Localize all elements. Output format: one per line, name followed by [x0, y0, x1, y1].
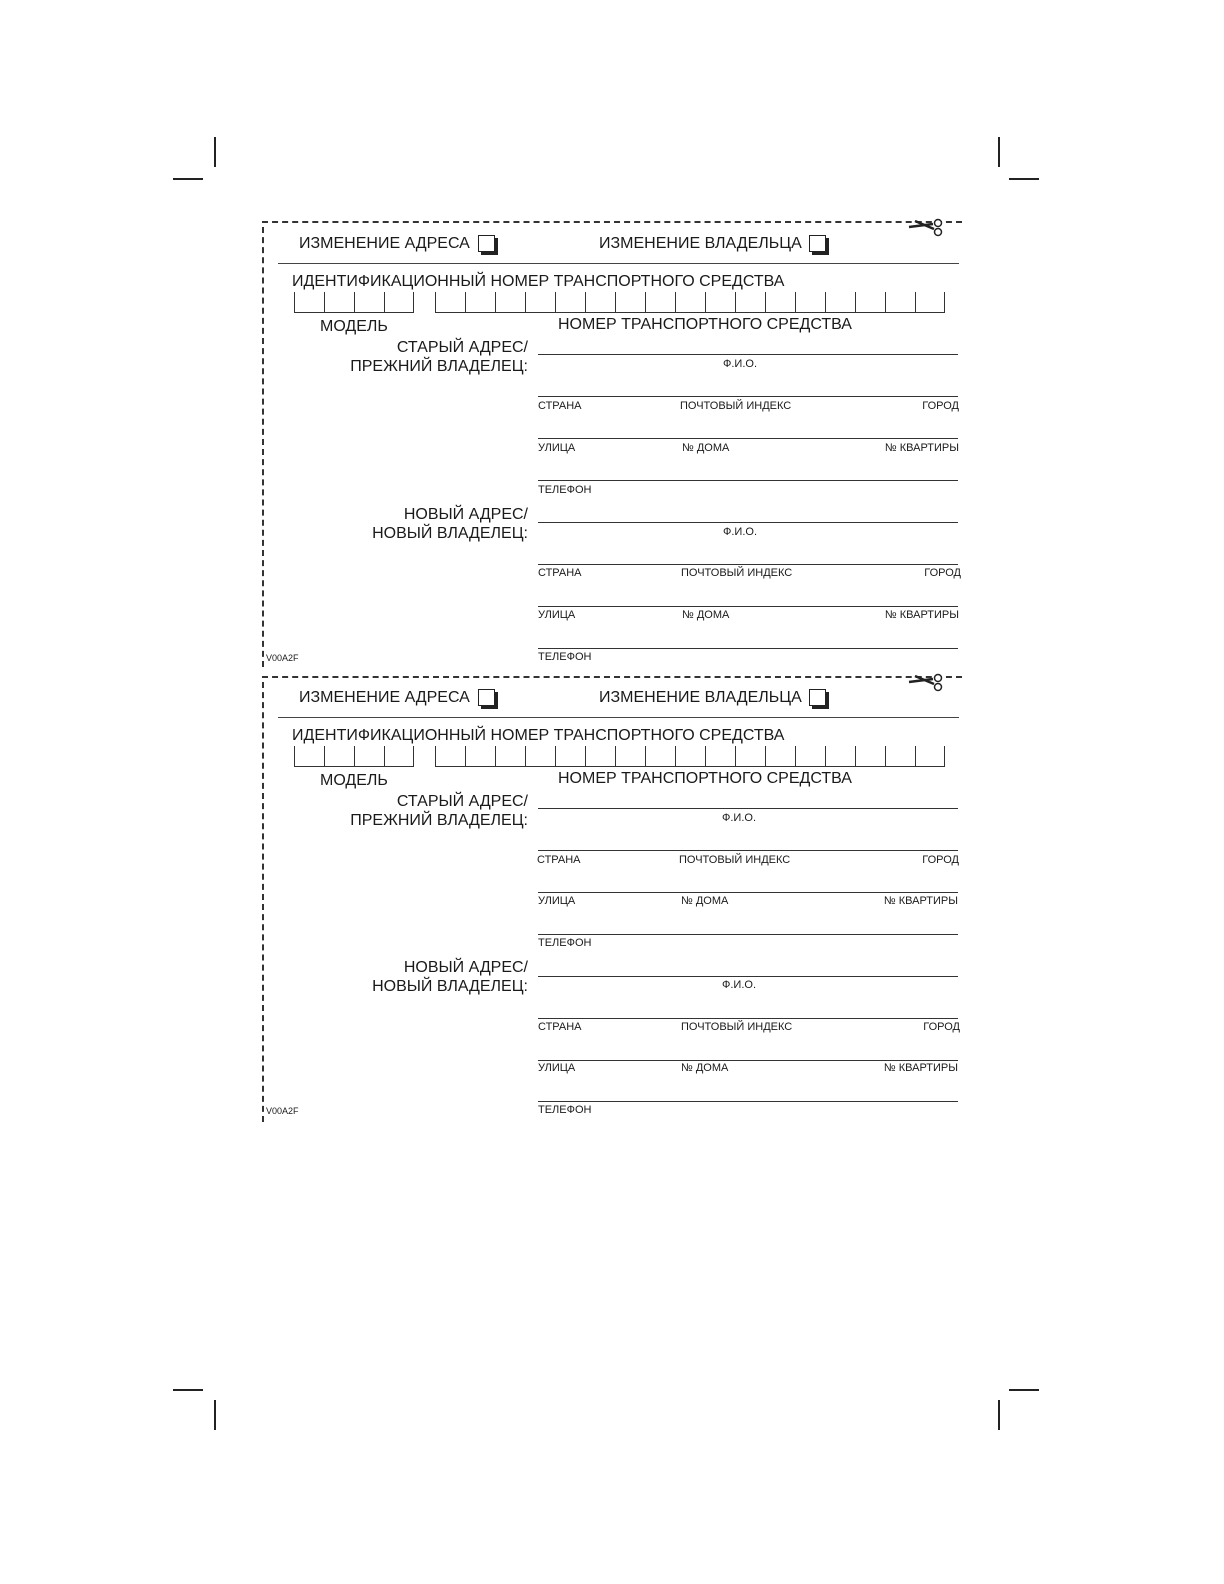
new-country-caption: СТРАНА — [538, 567, 582, 579]
change-owner-checkbox[interactable] — [809, 689, 826, 706]
new-phone-line[interactable] — [538, 1101, 958, 1102]
new-fio-caption: Ф.И.О. — [723, 526, 757, 538]
old-postal-caption: ПОЧТОВЫЙ ИНДЕКС — [679, 854, 791, 866]
old-street-caption: УЛИЦА — [538, 895, 576, 907]
scissors-icon — [907, 217, 947, 243]
model-code-boxes[interactable] — [294, 292, 414, 313]
change-owner-label: ИЗМЕНЕНИЕ ВЛАДЕЛЬЦА — [599, 689, 802, 706]
old-phone-line[interactable] — [538, 480, 958, 481]
new-phone-caption: ТЕЛЕФОН — [538, 651, 592, 663]
crop-mark — [998, 1400, 1000, 1430]
new-owner-heading: НОВЫЙ АДРЕС/ НОВЫЙ ВЛАДЕЛЕЦ: — [372, 506, 528, 542]
new-country-line[interactable] — [538, 564, 958, 565]
new-street-line[interactable] — [538, 606, 958, 607]
crop-mark — [1009, 178, 1039, 180]
old-city-caption: ГОРОД — [922, 400, 959, 412]
new-apartment-caption: № КВАРТИРЫ — [884, 609, 959, 621]
old-country-line[interactable] — [538, 396, 958, 397]
new-phone-caption: ТЕЛЕФОН — [538, 1104, 592, 1116]
old-country-line[interactable] — [538, 850, 958, 851]
old-city-caption: ГОРОД — [922, 854, 959, 866]
new-city-caption: ГОРОД — [924, 567, 961, 579]
old-house-caption: № ДОМА — [681, 895, 729, 907]
new-house-caption: № ДОМА — [681, 1062, 729, 1074]
vin-boxes[interactable] — [435, 746, 945, 767]
coupon-form-1 — [262, 221, 962, 671]
old-phone-caption: ТЕЛЕФОН — [538, 937, 592, 949]
cut-line-top — [262, 676, 962, 678]
old-street-line[interactable] — [538, 438, 958, 439]
old-postal-caption: ПОЧТОВЫЙ ИНДЕКС — [680, 400, 792, 412]
change-address-label: ИЗМЕНЕНИЕ АДРЕСА — [299, 689, 470, 706]
crop-mark — [1009, 1389, 1039, 1391]
vehicle-number-label: НОМЕР ТРАНСПОРТНОГО СРЕДСТВА — [558, 770, 852, 787]
new-house-caption: № ДОМА — [682, 609, 730, 621]
old-phone-line[interactable] — [538, 934, 958, 935]
old-fio-line[interactable] — [538, 354, 958, 355]
old-fio-caption: Ф.И.О. — [723, 358, 757, 370]
model-label: МОДЕЛЬ — [320, 318, 388, 335]
new-country-caption: СТРАНА — [538, 1021, 582, 1033]
cut-line-left — [262, 227, 264, 667]
crop-mark — [214, 137, 216, 167]
vin-boxes[interactable] — [435, 292, 945, 313]
crop-mark — [998, 137, 1000, 167]
new-street-caption: УЛИЦА — [538, 1062, 576, 1074]
change-owner-checkbox[interactable] — [809, 235, 826, 252]
old-street-line[interactable] — [538, 892, 958, 893]
model-label: МОДЕЛЬ — [320, 772, 388, 789]
change-address-label: ИЗМЕНЕНИЕ АДРЕСА — [299, 235, 470, 252]
coupon-form-2 — [262, 676, 962, 1126]
model-code-boxes[interactable] — [294, 746, 414, 767]
vin-label: ИДЕНТИФИКАЦИОННЫЙ НОМЕР ТРАНСПОРТНОГО СРЕДСТВА — [292, 273, 785, 290]
old-apartment-caption: № КВАРТИРЫ — [883, 895, 958, 907]
old-owner-heading: СТАРЫЙ АДРЕС/ ПРЕЖНИЙ ВЛАДЕЛЕЦ: — [350, 793, 528, 829]
header-divider — [278, 263, 959, 264]
old-country-caption: СТРАНА — [538, 400, 582, 412]
crop-mark — [173, 1389, 203, 1391]
vehicle-number-label: НОМЕР ТРАНСПОРТНОГО СРЕДСТВА — [558, 316, 852, 333]
new-country-line[interactable] — [538, 1018, 958, 1019]
old-owner-heading: СТАРЫЙ АДРЕС/ ПРЕЖНИЙ ВЛАДЕЛЕЦ: — [350, 339, 528, 375]
change-address-checkbox[interactable] — [478, 689, 495, 706]
old-country-caption: СТРАНА — [537, 854, 581, 866]
new-postal-caption: ПОЧТОВЫЙ ИНДЕКС — [681, 1021, 793, 1033]
crop-mark — [214, 1400, 216, 1430]
new-postal-caption: ПОЧТОВЫЙ ИНДЕКС — [681, 567, 793, 579]
new-street-line[interactable] — [538, 1060, 958, 1061]
new-fio-caption: Ф.И.О. — [722, 979, 756, 991]
old-fio-line[interactable] — [538, 808, 958, 809]
new-street-caption: УЛИЦА — [538, 609, 576, 621]
old-street-caption: УЛИЦА — [538, 442, 576, 454]
scissors-icon — [907, 672, 947, 698]
old-fio-caption: Ф.И.О. — [722, 812, 756, 824]
cut-line-top — [262, 221, 962, 223]
change-owner-label: ИЗМЕНЕНИЕ ВЛАДЕЛЬЦА — [599, 235, 802, 252]
form-code: V00A2F — [266, 1106, 299, 1116]
new-city-caption: ГОРОД — [923, 1021, 960, 1033]
new-fio-line[interactable] — [538, 976, 958, 977]
old-phone-caption: ТЕЛЕФОН — [538, 484, 592, 496]
new-phone-line[interactable] — [538, 648, 958, 649]
old-house-caption: № ДОМА — [682, 442, 730, 454]
new-owner-heading: НОВЫЙ АДРЕС/ НОВЫЙ ВЛАДЕЛЕЦ: — [372, 959, 528, 995]
change-address-checkbox[interactable] — [478, 235, 495, 252]
crop-mark — [173, 178, 203, 180]
form-code: V00A2F — [266, 653, 299, 663]
header-divider — [278, 717, 959, 718]
cut-line-left — [262, 682, 264, 1122]
new-fio-line[interactable] — [538, 522, 958, 523]
vin-label: ИДЕНТИФИКАЦИОННЫЙ НОМЕР ТРАНСПОРТНОГО СРЕДСТВА — [292, 727, 785, 744]
new-apartment-caption: № КВАРТИРЫ — [883, 1062, 958, 1074]
old-apartment-caption: № КВАРТИРЫ — [884, 442, 959, 454]
